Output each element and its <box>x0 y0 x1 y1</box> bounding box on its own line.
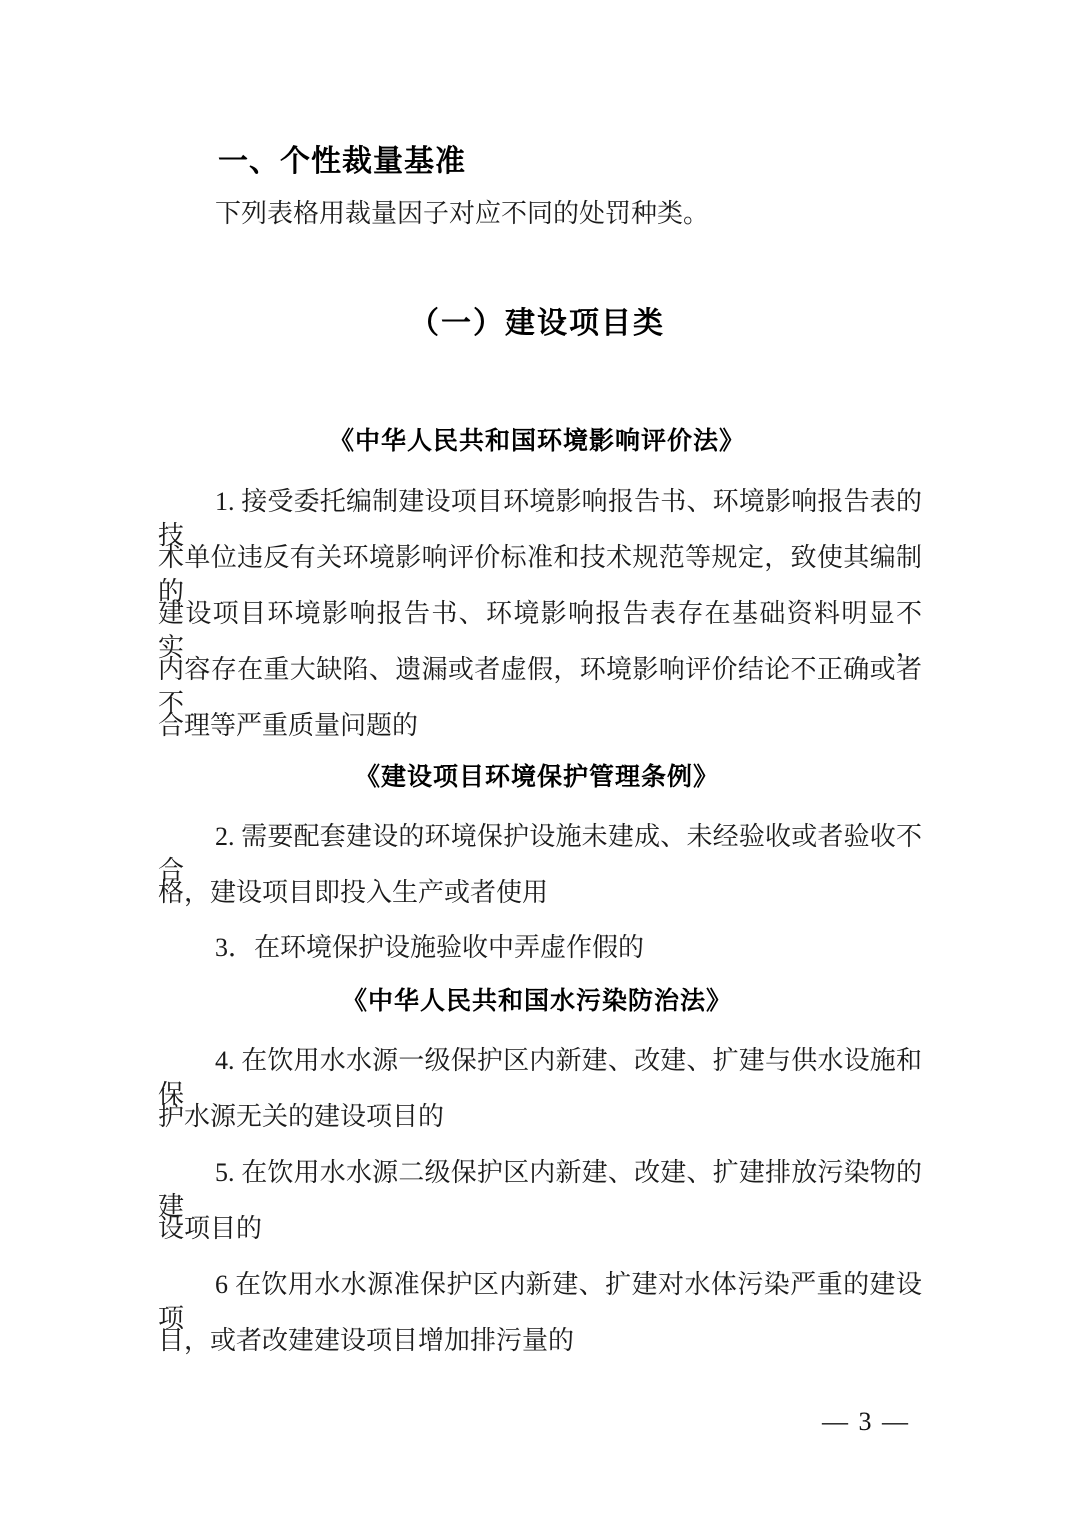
subsection-heading: （一）建设项目类 <box>409 307 665 340</box>
section-heading: 一、个性裁量基准 <box>218 145 466 178</box>
item6-line: 目，或者改建建设项目增加排污量的 <box>158 1326 575 1355</box>
page-number: — 3 — <box>822 1407 910 1436</box>
intro-paragraph: 下列表格用裁量因子对应不同的处罚种类。 <box>215 199 710 228</box>
item1-line: 建设项目环境影响报告书、环境影响报告表存在基础资料明显不实， <box>158 599 922 662</box>
item5-line: 5. 在饮用水水源二级保护区内新建、改建、扩建排放污染物的建 <box>158 1158 922 1221</box>
item5-line: 设项目的 <box>158 1214 263 1243</box>
item3-line: 3．在环境保护设施验收中弄虚作假的 <box>215 933 645 962</box>
item1-line: 1. 接受委托编制建设项目环境影响报告书、环境影响报告表的技 <box>158 487 922 550</box>
item1-line: 术单位违反有关环境影响评价标准和技术规范等规定，致使其编制的 <box>158 543 922 606</box>
law2-title: 《建设项目环境保护管理条例》 <box>354 764 719 791</box>
law1-title: 《中华人民共和国环境影响评价法》 <box>328 428 745 455</box>
item2-line: 2. 需要配套建设的环境保护设施未建成、未经验收或者验收不合 <box>158 822 922 885</box>
item6-line: 6 在饮用水水源准保护区内新建、扩建对水体污染严重的建设项 <box>158 1270 922 1333</box>
item4-line: 4. 在饮用水水源一级保护区内新建、改建、扩建与供水设施和保 <box>158 1046 922 1109</box>
item1-line: 内容存在重大缺陷、遗漏或者虚假，环境影响评价结论不正确或者不 <box>158 655 922 718</box>
item2-line: 格，建设项目即投入生产或者使用 <box>158 878 549 907</box>
item4-line: 护水源无关的建设项目的 <box>158 1102 445 1131</box>
law3-title: 《中华人民共和国水污染防治法》 <box>341 988 732 1015</box>
item1-line: 合理等严重质量问题的 <box>158 711 419 740</box>
